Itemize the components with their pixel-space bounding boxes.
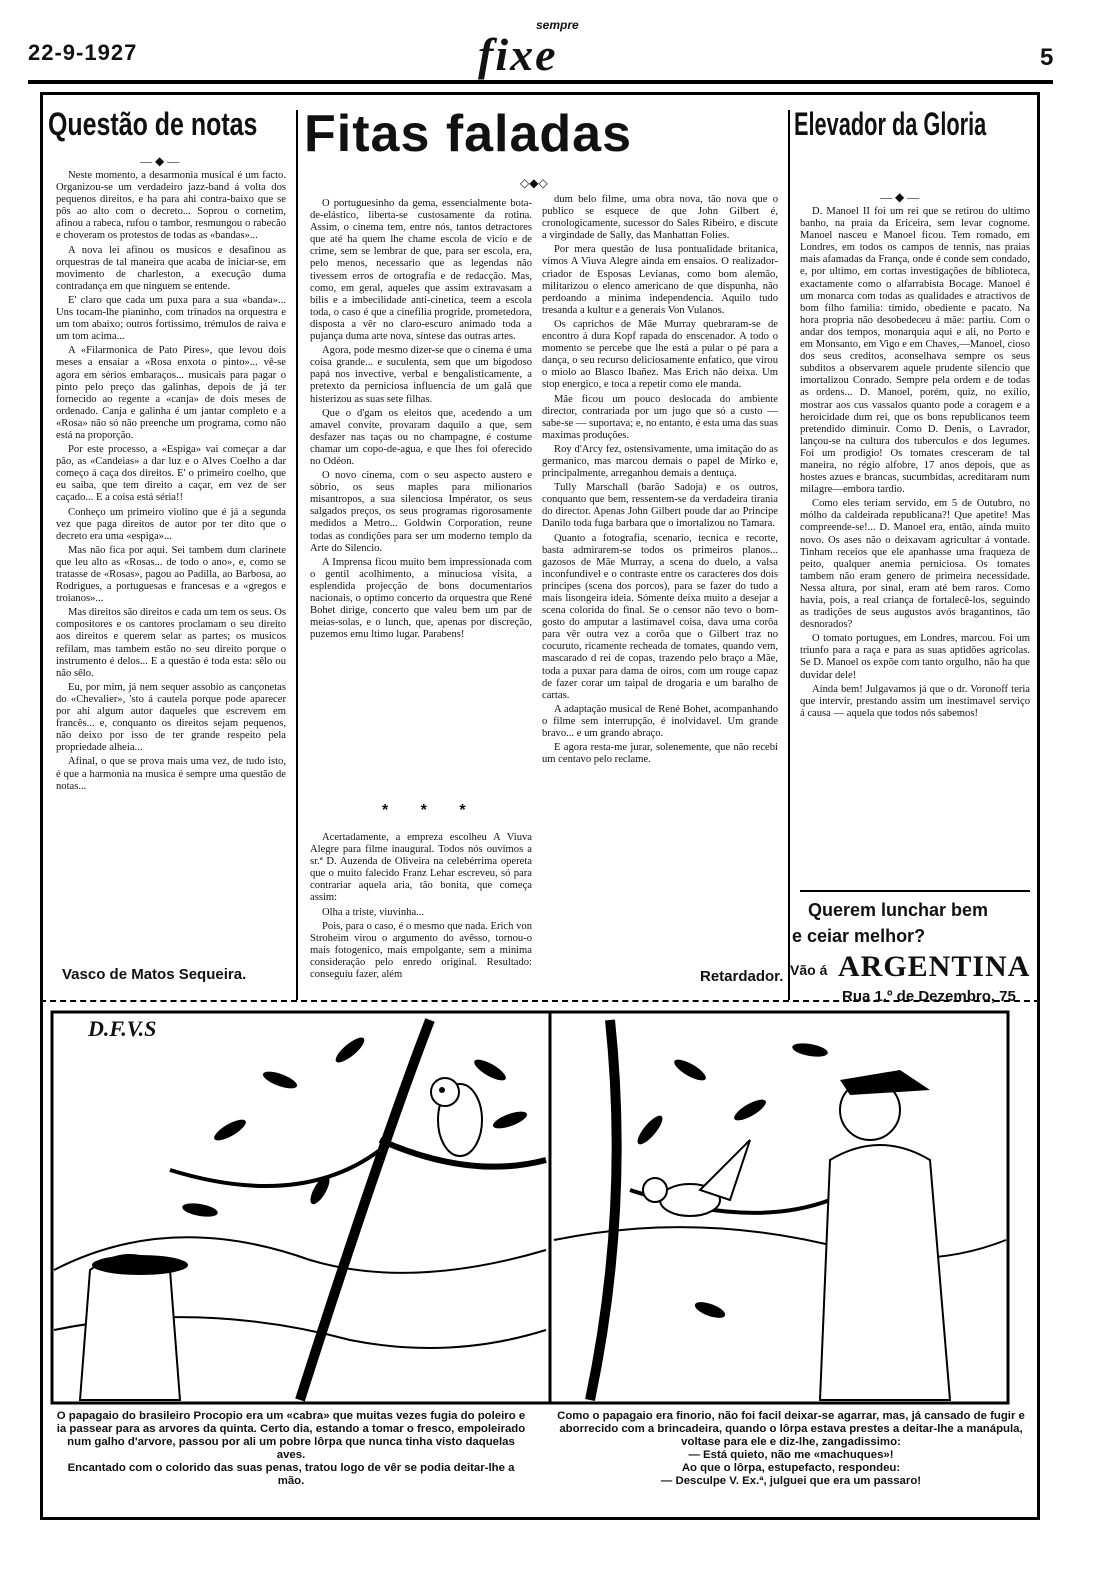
paragraph: Que o d'gam os eleitos que, acedendo a um amavel convite, provaram daquilo a que, sem desfazer nas taças ou no champagne, é costume chamar um copo-de-agua, e que lhes foi oferecido no Odéon. <box>310 407 532 467</box>
article-title-fitas: Fitas faladas <box>304 105 633 163</box>
paragraph: D. Manoel II foi um rei que se retirou do ultimo banho, na praia da Ericeira, sem levar cognome. Manoel nasceu e Manoel ficou. Tem romado, em Londres, em todos os campos de tennis, nas praias mais afamadas da França, onde é conde sem condado, e, por ultimo, em cortas investigações de biblioteca, exactamente como o alfarrabista Bocage. Manoel é um monarca com todas as qualidades e atractivos de bom filho familia: timido, obediente e pacato. Na hora propria não desobedeceu á mãe: partiu. Com o andar dos tempos, monarquia aqui e ali, no Porto e em Monsanto, em Vigo e em Chaves,—Manoel, cioso dos seus creditos, aconselhava sempre os seus subditos a observarem aquele prudente silencio que imortalizou Conrado. Sempre pela ordem e de todas as ordens... D. Manoel, porém, quiz, no exilio, mostrar aos cus vassalos quanto pode a coragem e a heroicidade dum rei, que os bons republicanos teem pretendido diminuir. Como D. Denis, o Lavrador, lançou-se na cultura dos tuberculos e dos legumes. Foi um prodigio! Os tomates cresceram de tal maneira, no régio alfobre, 17 anos depois, que as hostes azues e brancas, sucumbidas, acreditaram num milagre—embora tardio. <box>800 206 1030 496</box>
article-title-questao: Questão de notas <box>48 106 258 142</box>
paragraph: Conheço um primeiro violino que é já a segunda vez que paga direitos de autor por ter dito que o decreto era uma «espiga»... <box>56 506 286 542</box>
page-number: 5 <box>1040 44 1054 71</box>
paragraph: Pois, para o caso, é o mesmo que nada. Erich von Stroheim virou o argumento do avêsso, tornou-o mais fotogenico, mais empolgante, sem a minima consideração pelo enredo original. Resultado: conseguiu fazer, além <box>310 920 532 981</box>
masthead-title: fixe <box>478 29 558 80</box>
ornament-divider: — ◆ — <box>140 154 180 168</box>
paragraph: O tomato portugues, em Londres, marcou. Foi um triunfo para a raça e para as suas aptidões agricolas. Se D. Manoel os expõe com tanto orgulho, não ha que duvidar dele! <box>800 633 1030 681</box>
paragraph: Mas não fica por aqui. Sei tambem dum clarinete que leu alto as «Rosas... de todo o ano», e, como se tratasse de «Rosas», pagou ao Padilla, ao Barbosa, ao Rodrigues, a portuguesas e francesas e a «gregos e troianos»... <box>56 544 286 605</box>
paragraph: A Imprensa ficou muito bem impressionada com o gentil acolhimento, a minuciosa visita, a esplendida projecção de bons documentarios nacionais, o optimo concerto da orquestra que René Bohet dirige, concerto que valeu bem um par de meias-solas, e o lunch, que, apenas por discreção, puzemos emu ltimo lugar. Parabens! <box>310 556 532 641</box>
paragraph: Afinal, o que se prova mais uma vez, de tudo isto, é que a harmonia na musica é sempre uma questão de notas... <box>56 756 286 792</box>
paragraph: Acertadamente, a empreza escolheu A Viuva Alegre para filme inaugural. Todos nós ouvimos a sr.ª D. Auzenda de Oliveira na celebérrima opereta que o muito falecido Franz Lehar escreveu, só para contrariar aquela aria, tão bonita, que começa assim: <box>310 832 532 904</box>
paragraph: Encantado com o colorido das suas penas, tratou logo de vêr se podia deitar-lhe a mão. <box>67 1462 515 1487</box>
column-rule-1 <box>296 110 298 1000</box>
signature-vasco: Vasco de Matos Sequeira. <box>62 966 247 983</box>
paragraph: Agora, pode mesmo dizer-se que o cinema é uma coisa grande... e suculenta, sem que um bigodoso papá nos invective, verbal e bengalisticamente, a pretexto da perniciosa influencia de um galã que histerizou as suas sete filhas. <box>310 345 532 405</box>
paragraph: dum belo filme, uma obra nova, tão nova que o publico se esquece de que John Gilbert é, cronologicamente, sucessor do Sales Ribeiro, e discute a virgindade de Sally, das Manhattan Folies. <box>542 194 778 242</box>
article-title-elevador: Elevador da Gloria <box>794 106 987 142</box>
issue-date: 22-9-1927 <box>28 40 138 65</box>
paragraph: Como eles teriam servido, em 5 de Outubro, no mólho da caldeirada republicana?! Que apetite! Mas compreende-se!... D. Manoel era, então, ainda muito novo. Os ases não o deixavam agricultar á vontade. Tinham receios que ele apanhasse uma fraqueza de peito, qualquer anemia perniciosa. Os tomates tambem não eram genero de primeira necessidade. Nessa altura, por sinal, eram até bem raros. Como havia, pois, a real criança de fortalecê-los, seguindo as tradições de seus augustos avós bragantinos, tão desnorados? <box>800 498 1030 631</box>
paragraph: O papagaio do brasileiro Procopio era um «cabra» que muitas vezes fugia do poleiro e ia passear para as arvores da quinta. Certo dia, estando a tomar o fresco, empoleirado num galho d'arvore, passou por ali um pobre lôrpa que nunca tinha visto daquelas aves. <box>56 1410 526 1461</box>
cartoon-illustration <box>50 1010 1010 1405</box>
article-body-fitas-left <box>310 198 532 798</box>
paragraph: O portuguesinho da gema, essencialmente bota-de-elástico, liberta-se custosamente da rotina. Assim, o cinema tem, entre nós, tantos detractores que até ha quem lhe chame escola de vicio e de crime, sem se lembrar de que, para ser escola, era, pelo menos, necessario que as legendas não tivessem erros de ortografia e de redacção. Mas, como, em geral, aqueles que assim extravasam a bilis e a imbecilidade anti-cinetica, teem a escola toda, o caso é que a cinefilia progride, prometedora, disposta a vêr no claro-escuro animado toda a pujança duma arte nova, síntese das outras artes. <box>310 198 532 343</box>
paragraph: Os caprichos de Mãe Murray quebraram-se de encontro á dura Kopf rapada do enscenador. A todo o momento se percebe que lhe está a pular o pé para a dança, o seu recurso deliciosamente enfatico, que virou o miolo ao Blasco Ibañez. Mas Erich não deixa. Um stop energico, e toca a repetir como ele manda. <box>542 318 778 391</box>
masthead-logo <box>478 18 628 80</box>
masthead-super: sempre <box>536 18 579 32</box>
paragraph: — Desculpe V. Ex.ª, julguei que era um passaro! <box>660 1475 922 1487</box>
ad-brand-argentina: ARGENTINA <box>838 950 1031 983</box>
article-body-fitas-right <box>542 194 778 964</box>
paragraph: Quanto a fotografia, scenario, tecnica e recorte, basta admirarem-se todos os primeiros planos... gazosos de Mãe Murray, a scena do duelo, a valsa inconfundivel e o contraste entre os caracteres dos dois principes (scena dos porcos), para se fazer do tudo a mais lisongeira ideia. Sómente deixa muito a desejar a scena colorida do final. Se o censor não tevo o bom-gosto do amputar a lastimavel coisa, dava uma corôa para vêr outra vez a corôa que o Gilbert traz no cocuruto, ricamente recheada de tomates, quando vem, mascarado d rei de copas, trazendo pelo braço a Mãe, toda a puxar para dama de oiros, com um rouge capaz de fazer corar um taipal de drogaria e um baralho de cartas. <box>542 532 778 701</box>
cartoon-artist-signature: D.F.V.S <box>88 1016 157 1041</box>
ornament-divider: — ◆ — <box>880 190 920 204</box>
paragraph: O novo cinema, com o seu aspecto austero e sóbrio, os seus maples para milionarios misantropos, a sua silenciosa Impérator, os seus salgados preços, os seus programas rigorosamente medidos a Metro... Goldwin Corporation, reune todas as condições para ser um moderno templo da Arte do Silencio. <box>310 470 532 554</box>
signature-retardador: Retardador. <box>700 968 784 985</box>
paragraph: Por mera questão de lusa pontualidade britanica, vimos A Viuva Alegre ainda em ensaios. O realizador-criador de Esposas Levianas, como bom alemão, militarizou o elenco americano de que dispunha, não perdoando a minima independencia. Aquilo tudo tresanda a kultur e a generais Von Vulanos. <box>542 244 778 316</box>
paragraph: A nova lei afinou os musicos e desafinou as orquestras de tal maneira que acaba de iniciar-se, em movimento de charleston, a execução duma contradança em que ninguem se entende. <box>56 244 286 292</box>
paragraph: Ainda bem! Julgavamos já que o dr. Voronoff teria que intervir, prestando assim um inestimavel serviço á causa — aquela que todos nós sabemos! <box>800 683 1030 719</box>
paragraph: Como o papagaio era finorio, não foi facil deixar-se agarrar, mas, já cansado de fugir e aborrecido com a brincadeira, quando o lôrpa estava prestes a deitar-lhe a manápula, voltase para ele e diz-lhe, zangadissimo: <box>557 1410 1025 1448</box>
paragraph: Por este processo, a «Espiga» vai começar a dar pão, as «Candeias» a dar luz e o Alves Coelho a dar começo á caça dos direitos. E' o primeiro coelho, que eu saiba, que tem direito a caçar, em vez de ser caçado... E a coisa está séria!! <box>56 444 286 504</box>
ad-rule <box>800 890 1030 892</box>
ad-vao: Vão á <box>790 962 828 978</box>
section-stars: * * * <box>382 802 480 819</box>
paragraph: E' claro que cada um puxa para a sua «banda»... Uns tocam-lhe pianinho, com trinados na orquestra e um tom abaixo; outros fortissimo, trémulos de raiva e um tom acima... <box>56 294 286 343</box>
ad-address: Rua 1.º de Dezembro, 75 <box>842 988 1016 1005</box>
paragraph: Roy d'Arcy fez, ostensivamente, uma imitação do as germanico, mas marcou demais o papel de Mirko e, principalmente, arreganhou demais a dentuça. <box>542 443 778 480</box>
paragraph: Mas direitos são direitos e cada um tem os seus. Os compositores e os cantores proclamam o seu direito aos direitos e querem selar as partes; os musicos refilam, mas tambem estão no seu direito porque o instrumento é delos... E a questão é toda esta: sêlo ou não sêlo. <box>56 607 286 679</box>
cartoon-caption-left <box>56 1410 526 1488</box>
ad-line-1: Querem lunchar bem <box>808 900 989 920</box>
top-rule <box>28 80 1053 84</box>
paragraph: Neste momento, a desarmonia musical é um facto. Organizou-se um verdadeiro jazz-band á volta dos pequenos direitos, e ha para ahi contra-baixo que se pôs ao alto com o decreto... Soprou o cornetim, afinou a rabeca, rufou o tambor, resmungou o rabecão e choveram os protestos de todas as «bandas»... <box>56 170 286 242</box>
paragraph: Tully Marschall (barão Sadoja) e os outros, conquanto que bem, ressentem-se da verdadeira tirania do director. Apenas John Gilbert poude dar ao Principe Danilo toda fuga barbara que o imortalizou no Tamara. <box>542 482 778 530</box>
paragraph: A adaptação musical de René Bohet, acompanhando o filme sem interrupção, é inolvidavel. Um grande bravo... e um grando abraço. <box>542 703 778 740</box>
paragraph: Eu, por mim, já nem sequer assobio as cançonetas do «Chevalier», 'sto á cautela porque pode aparecer por ahi algum autor daqueles que escrevem em francês... e, conquanto os direitos sejam pequenos, não deixo por isso de ter grande respeito pela propriedade alheia... <box>56 681 286 754</box>
ad-line-2: e ceiar melhor? <box>792 926 926 946</box>
paragraph: Mãe ficou um pouco deslocada do ambiente director, contrariada por um jugo que só a custo — sabe-se — suportava; e, no entanto, é esta uma das suas maximas produções. <box>542 393 778 441</box>
article-body-elevador <box>800 206 1030 886</box>
paragraph: Ao que o lôrpa, estupefacto, respondeu: <box>681 1462 901 1474</box>
article-body-questao <box>56 170 286 965</box>
column-rule-2 <box>788 110 790 1000</box>
cartoon-caption-right <box>556 1410 1026 1488</box>
paragraph: — Está quieto, não me «machuques»! <box>688 1449 894 1461</box>
article-body-fitas-left-2 <box>310 832 532 990</box>
paragraph: E agora resta-me jurar, solenemente, que não recebi um centavo pelo reclame. <box>542 742 778 766</box>
paragraph: Olha a triste, viuvinha... <box>322 906 425 918</box>
paragraph: A «Filarmonica de Pato Pires», que levou dois meses a ensaiar a «Rosa enxota o pinto»... vê-se agora em sérios embaraços... musicais para pagar o pinto pelo preço das galinhas, depois de já ter fornecido ao regente a «canja» de dois meses de ordenado. Canja e galinha é um jantar completo e a «Rosa» não só não preenche um programa, como não está na proporção. <box>56 345 286 441</box>
ornament-divider: ◇◆◇ <box>520 176 548 190</box>
